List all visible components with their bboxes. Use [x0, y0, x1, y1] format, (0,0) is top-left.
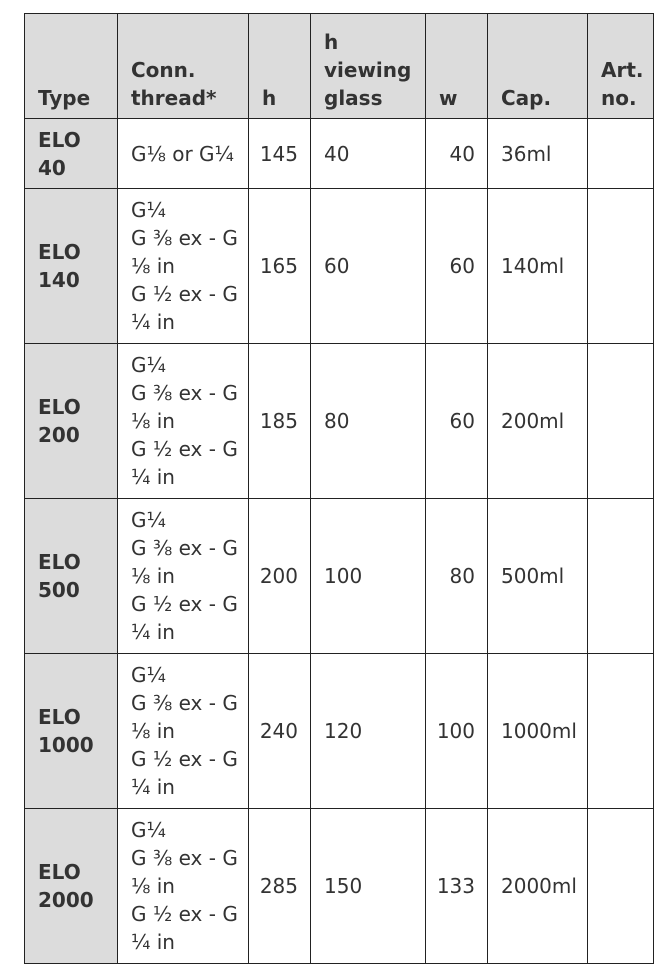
cell-cap: 2000ml [488, 809, 588, 964]
header-row [25, 14, 654, 119]
cell-h: 285 [249, 809, 311, 964]
cell-conn-thread: G¼ G ⅜ ex - G ⅛ in G ½ ex - G ¼ in [118, 654, 249, 809]
cell-h-viewing-glass: 120 [311, 654, 426, 809]
cell-w: 40 [426, 119, 488, 189]
cell-h-viewing-glass: 150 [311, 809, 426, 964]
cell-type: ELO 500 [25, 499, 118, 654]
table-row [25, 189, 654, 344]
header-conn-thread: Conn. thread* [118, 14, 249, 119]
cell-h-viewing-glass: 80 [311, 344, 426, 499]
cell-conn-thread: G¼ G ⅜ ex - G ⅛ in G ½ ex - G ¼ in [118, 499, 249, 654]
cell-type: ELO 40 [25, 119, 118, 189]
cell-cap: 500ml [488, 499, 588, 654]
header-w: w [426, 14, 488, 119]
cell-w: 100 [426, 654, 488, 809]
cell-h: 185 [249, 344, 311, 499]
cell-w: 80 [426, 499, 488, 654]
table-row [25, 809, 654, 964]
cell-cap: 200ml [488, 344, 588, 499]
cell-conn-thread: G¼ G ⅜ ex - G ⅛ in G ½ ex - G ¼ in [118, 344, 249, 499]
table-row [25, 119, 654, 189]
cell-h-viewing-glass: 100 [311, 499, 426, 654]
cell-art-no [588, 344, 654, 499]
cell-cap: 140ml [488, 189, 588, 344]
table-row [25, 499, 654, 654]
cell-cap: 1000ml [488, 654, 588, 809]
header-h: h [249, 14, 311, 119]
cell-art-no [588, 499, 654, 654]
cell-conn-thread: G¼ G ⅜ ex - G ⅛ in G ½ ex - G ¼ in [118, 809, 249, 964]
cell-h-viewing-glass: 40 [311, 119, 426, 189]
cell-cap: 36ml [488, 119, 588, 189]
cell-type: ELO 200 [25, 344, 118, 499]
header-art-no: Art. no. [588, 14, 654, 119]
header-cap: Cap. [488, 14, 588, 119]
cell-w: 60 [426, 344, 488, 499]
cell-h-viewing-glass: 60 [311, 189, 426, 344]
cell-art-no [588, 809, 654, 964]
cell-conn-thread: G⅛ or G¼ [118, 119, 249, 189]
table-row [25, 654, 654, 809]
cell-h: 165 [249, 189, 311, 344]
cell-h: 145 [249, 119, 311, 189]
cell-art-no [588, 654, 654, 809]
cell-w: 60 [426, 189, 488, 344]
cell-h: 240 [249, 654, 311, 809]
cell-conn-thread: G¼ G ⅜ ex - G ⅛ in G ½ ex - G ¼ in [118, 189, 249, 344]
cell-w: 133 [426, 809, 488, 964]
cell-type: ELO 2000 [25, 809, 118, 964]
header-h-viewing-glass: h viewing glass [311, 14, 426, 119]
cell-type: ELO 140 [25, 189, 118, 344]
cell-h: 200 [249, 499, 311, 654]
cell-art-no [588, 189, 654, 344]
product-table [24, 13, 654, 964]
table-row [25, 344, 654, 499]
header-type: Type [25, 14, 118, 119]
cell-type: ELO 1000 [25, 654, 118, 809]
cell-art-no [588, 119, 654, 189]
